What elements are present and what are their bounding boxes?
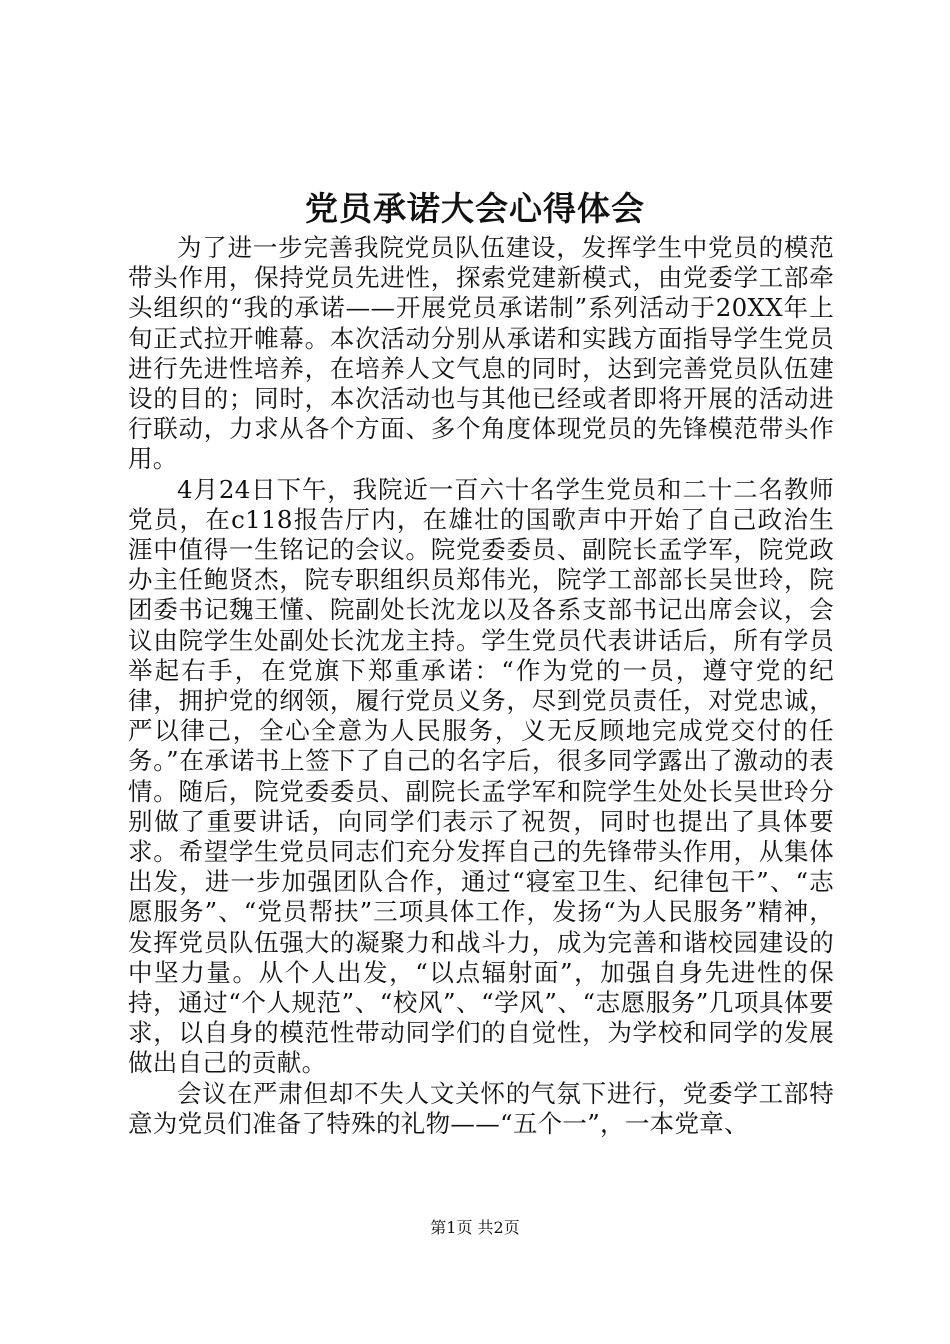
paragraph-1: 为了进一步完善我院党员队伍建设，发挥学生中党员的模范带头作用，保持党员先进性，探索党建新模式，由党委学工部牵头组织的“我的承诺——开展党员承诺制”系列活动于20XX年上旬正式拉开帷幕。本次活动分别从承诺和实践方面指导学生党员进行先进性培养，在培养人文气息的同时，达到完善党员队伍建设的目的；同时，本次活动也与其他已经或者即将开展的活动进行联动，力求从各个方面、多个角度体现党员的先锋模范带头作用。 bbox=[128, 233, 834, 474]
document-body bbox=[128, 233, 834, 1139]
paragraph-3: 会议在严肃但却不失人文关怀的气氛下进行，党委学工部特意为党员们准备了特殊的礼物——“五个一”，一本党章、 bbox=[128, 1078, 834, 1138]
paragraph-2: 4月24日下午，我院近一百六十名学生党员和二十二名教师党员，在c118报告厅内，在雄壮的国歌声中开始了自己政治生涯中值得一生铭记的会议。院党委委员、副院长孟学军，院党政办主任鲍贤杰，院专职组织员郑伟光，院学工部部长吴世玲，院团委书记魏王懂、院副处长沈龙以及各系支部书记出席会议，会议由院学生处副处长沈龙主持。学生党员代表讲话后，所有学员举起右手，在党旗下郑重承诺：“作为党的一员，遵守党的纪律，拥护党的纲领，履行党员义务，尽到党员责任，对党忠诚，严以律己，全心全意为人民服务，义无反顾地完成党交付的任务。”在承诺书上签下了自己的名字后，很多同学露出了激动的表情。随后，院党委委员、副院长孟学军和院学生处处长吴世玲分别做了重要讲话，向同学们表示了祝贺，同时也提出了具体要求。希望学生党员同志们充分发挥自己的先锋带头作用，从集体出发，进一步加强团队合作，通过“寝室卫生、纪律包干”、“志愿服务”、“党员帮扶”三项具体工作，发扬“为人民服务”精神，发挥党员队伍强大的凝聚力和战斗力，成为完善和谐校园建设的中坚力量。从个人出发，“以点辐射面”，加强自身先进性的保持，通过“个人规范”、“校风”、“学风”、“志愿服务”几项具体要求，以自身的模范性带动同学们的自觉性，为学校和同学的发展做出自己的贡献。 bbox=[128, 474, 834, 1078]
page-footer: 第1页 共2页 bbox=[430, 1218, 520, 1237]
document-title: 党员承诺大会心得体会 bbox=[305, 189, 645, 228]
